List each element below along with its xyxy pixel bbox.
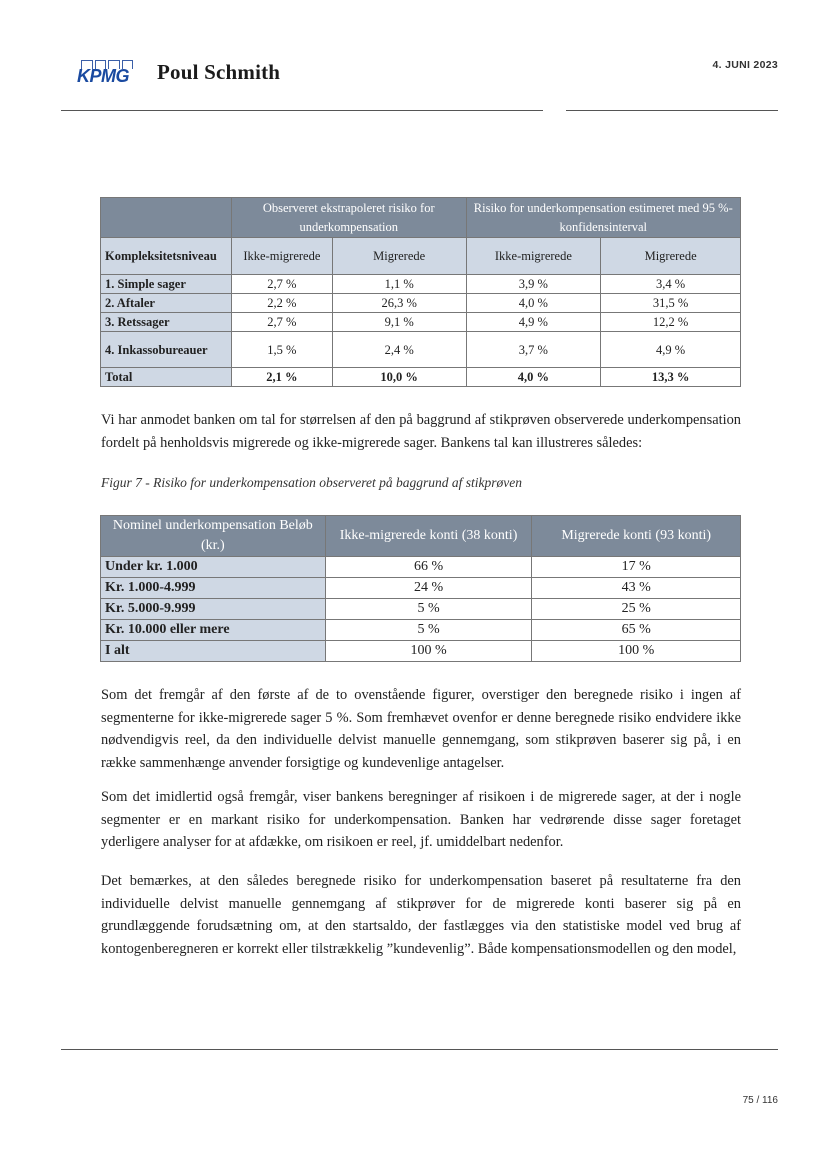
cell: 100 % bbox=[325, 641, 532, 662]
table1-group1: Observeret ekstrapoleret risiko for underkompensation bbox=[231, 198, 466, 238]
row-label: Under kr. 1.000 bbox=[101, 557, 326, 578]
row-label: Total bbox=[101, 368, 232, 387]
paragraph: Vi har anmodet banken om tal for størrelsen af den på baggrund af stikprøven observerede underkompensation fordelt på henholdsvis migrerede og ikke-migrerede sager. Bankens tal kan illustreres således: bbox=[101, 412, 741, 451]
cell: 24 % bbox=[325, 578, 532, 599]
cell: 100 % bbox=[532, 641, 741, 662]
cell: 12,2 % bbox=[601, 313, 741, 332]
paragraph: Som det fremgår af den første af de to ovenstående figurer, overstiger den beregnede risiko i ingen af segmenterne for ikke-migrerede sager 5 %. Som fremhævet ovenfor er denne beregnede risiko endvidere ikke nødvendigvis reel, da den individuelle delvist manuelle gennemgang, som stikprøven baserer sig på, i en række sammenhænge anvender forsigtige og kundevenlige antagelser. bbox=[101, 687, 741, 771]
table1-subcol: Migrerede bbox=[601, 238, 741, 275]
cell: 5 % bbox=[325, 620, 532, 641]
document-date: 4. JUNI 2023 bbox=[712, 59, 778, 71]
cell: 4,9 % bbox=[466, 313, 601, 332]
cell: 1,5 % bbox=[231, 332, 332, 368]
table2-header: Ikke-migrerede konti (38 konti) bbox=[325, 516, 532, 557]
table-row bbox=[101, 294, 741, 313]
cell: 17 % bbox=[532, 557, 741, 578]
figure-caption: Figur 7 - Risiko for underkompensation observeret på baggrund af stikprøven bbox=[101, 475, 522, 490]
cell: 1,1 % bbox=[332, 275, 466, 294]
table-row bbox=[101, 313, 741, 332]
table-row bbox=[101, 620, 741, 641]
table2-header: Migrerede konti (93 konti) bbox=[532, 516, 741, 557]
risk-table bbox=[100, 197, 741, 387]
row-label: 4. Inkassobureauer bbox=[101, 332, 232, 368]
cell: 25 % bbox=[532, 599, 741, 620]
table-row bbox=[101, 641, 741, 662]
cell: 2,7 % bbox=[231, 275, 332, 294]
page-number: 75 / 116 bbox=[742, 1095, 778, 1106]
cell: 5 % bbox=[325, 599, 532, 620]
table-row bbox=[101, 599, 741, 620]
table1-subcol: Ikke-migrerede bbox=[466, 238, 601, 275]
firm-name: Poul Schmith bbox=[157, 60, 281, 84]
cell: 43 % bbox=[532, 578, 741, 599]
cell: 10,0 % bbox=[332, 368, 466, 387]
cell: 2,1 % bbox=[231, 368, 332, 387]
cell: 4,0 % bbox=[466, 294, 601, 313]
table1-subcol: Ikke-migrerede bbox=[231, 238, 332, 275]
cell: 66 % bbox=[325, 557, 532, 578]
table-row bbox=[101, 275, 741, 294]
row-label: 1. Simple sager bbox=[101, 275, 232, 294]
table-row bbox=[101, 332, 741, 368]
kpmg-logo bbox=[77, 60, 137, 88]
table2-header: Nominel underkompensation Beløb (kr.) bbox=[101, 516, 326, 557]
paragraph: Som det imidlertid også fremgår, viser bankens beregninger af risikoen i de migrerede sager, at der i nogle segmenter er en markant risiko for underkompensation. Banken har vedrørende disse sager foretaget yderligere analyser for at afdække, om risikoen er reel, jf. umiddelbart nedenfor. bbox=[101, 789, 741, 850]
cell: 26,3 % bbox=[332, 294, 466, 313]
cell: 4,0 % bbox=[466, 368, 601, 387]
row-label: Kr. 1.000-4.999 bbox=[101, 578, 326, 599]
row-label: 3. Retssager bbox=[101, 313, 232, 332]
table1-corner bbox=[101, 198, 232, 238]
cell: 3,9 % bbox=[466, 275, 601, 294]
footer-rule bbox=[61, 1049, 778, 1050]
table-row bbox=[101, 557, 741, 578]
row-label: Kr. 10.000 eller mere bbox=[101, 620, 326, 641]
cell: 31,5 % bbox=[601, 294, 741, 313]
cell: 4,9 % bbox=[601, 332, 741, 368]
cell: 2,7 % bbox=[231, 313, 332, 332]
table-row bbox=[101, 578, 741, 599]
logo-text: KPMG bbox=[77, 66, 129, 86]
row-label: 2. Aftaler bbox=[101, 294, 232, 313]
cell: 3,7 % bbox=[466, 332, 601, 368]
table1-subcol: Migrerede bbox=[332, 238, 466, 275]
cell: 13,3 % bbox=[601, 368, 741, 387]
cell: 9,1 % bbox=[332, 313, 466, 332]
cell: 65 % bbox=[532, 620, 741, 641]
table-row bbox=[101, 368, 741, 387]
paragraph: Det bemærkes, at den således beregnede risiko for underkompensation baseret på resultaterne fra den individuelle delvist manuelle gennemgang af stikprøver for de migrerede konti baserer sig på en grundlæggende forudsætning om, at den startsaldo, der fastlægges via den statistiske model ved brug af kontogenberegneren er korrekt eller tilstrækkelig ”kundevenlig”. Både kompensationsmodellen og den model, bbox=[101, 873, 741, 957]
table1-group2: Risiko for underkompensation estimeret med 95 %-konfidensinterval bbox=[466, 198, 740, 238]
row-label: I alt bbox=[101, 641, 326, 662]
header-rule-right bbox=[566, 110, 778, 111]
header-rule-left bbox=[61, 110, 543, 111]
cell: 3,4 % bbox=[601, 275, 741, 294]
cell: 2,2 % bbox=[231, 294, 332, 313]
row-label: Kr. 5.000-9.999 bbox=[101, 599, 326, 620]
cell: 2,4 % bbox=[332, 332, 466, 368]
table1-row-header: Kompleksitetsniveau bbox=[101, 238, 232, 275]
underkompensation-table bbox=[100, 515, 741, 662]
